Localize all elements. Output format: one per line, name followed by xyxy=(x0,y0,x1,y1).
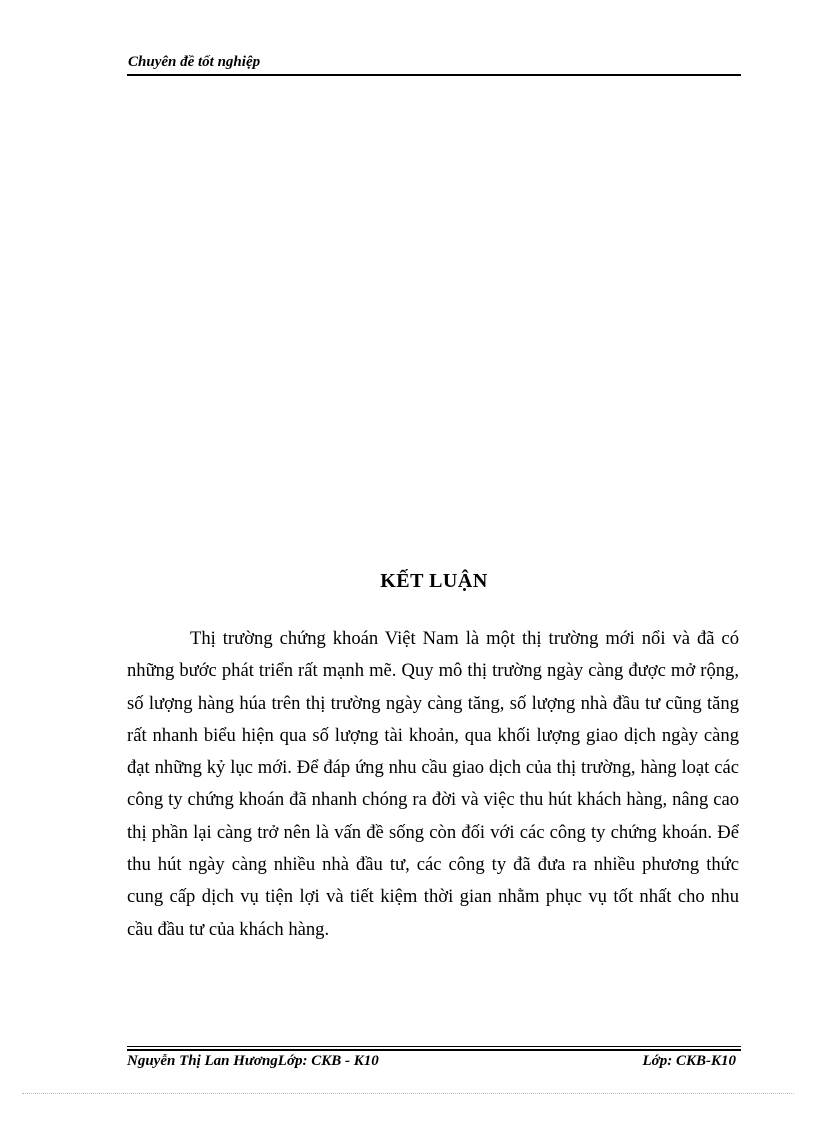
conclusion-paragraph: Thị trường chứng khoán Việt Nam là một thị trường mới nổi và đã có những bước phát triển rất mạnh mẽ. Quy mô thị trường ngày càng được mở rộng, số lượng hàng húa trên thị trường ngày càng tăng, số lượng nhà đầu tư cũng tăng rất nhanh biểu hiện qua số lượng tài khoản, qua khối lượng giao dịch ngày càng đạt những kỷ lục mới. Để đáp ứng nhu cầu giao dịch của thị trường, hàng loạt các công ty chứng khoán đã nhanh chóng ra đời và việc thu hút khách hàng, nâng cao thị phần lại càng trở nên là vấn đề sống còn đối với các công ty chứng khoán. Để thu hút ngày càng nhiều nhà đầu tư, các công ty đã đưa ra nhiều phương thức cung cấp dịch vụ tiện lợi và tiết kiệm thời gian nhằm phục vụ tốt nhất cho nhu cầu đầu tư của khách hàng. xyxy=(127,628,739,940)
footer-divider-top xyxy=(127,1046,741,1047)
footer-class: Lớp: CKB-K10 xyxy=(642,1053,736,1069)
header-title: Chuyên đề tốt nghiệp xyxy=(128,54,261,70)
footer-divider-bottom xyxy=(127,1049,741,1051)
page-boundary xyxy=(22,1093,794,1094)
footer-author-class: Nguyễn Thị Lan HươngLớp: CKB - K10 xyxy=(127,1053,379,1069)
page-header xyxy=(127,52,741,76)
section-title: KẾT LUẬN xyxy=(380,570,488,592)
